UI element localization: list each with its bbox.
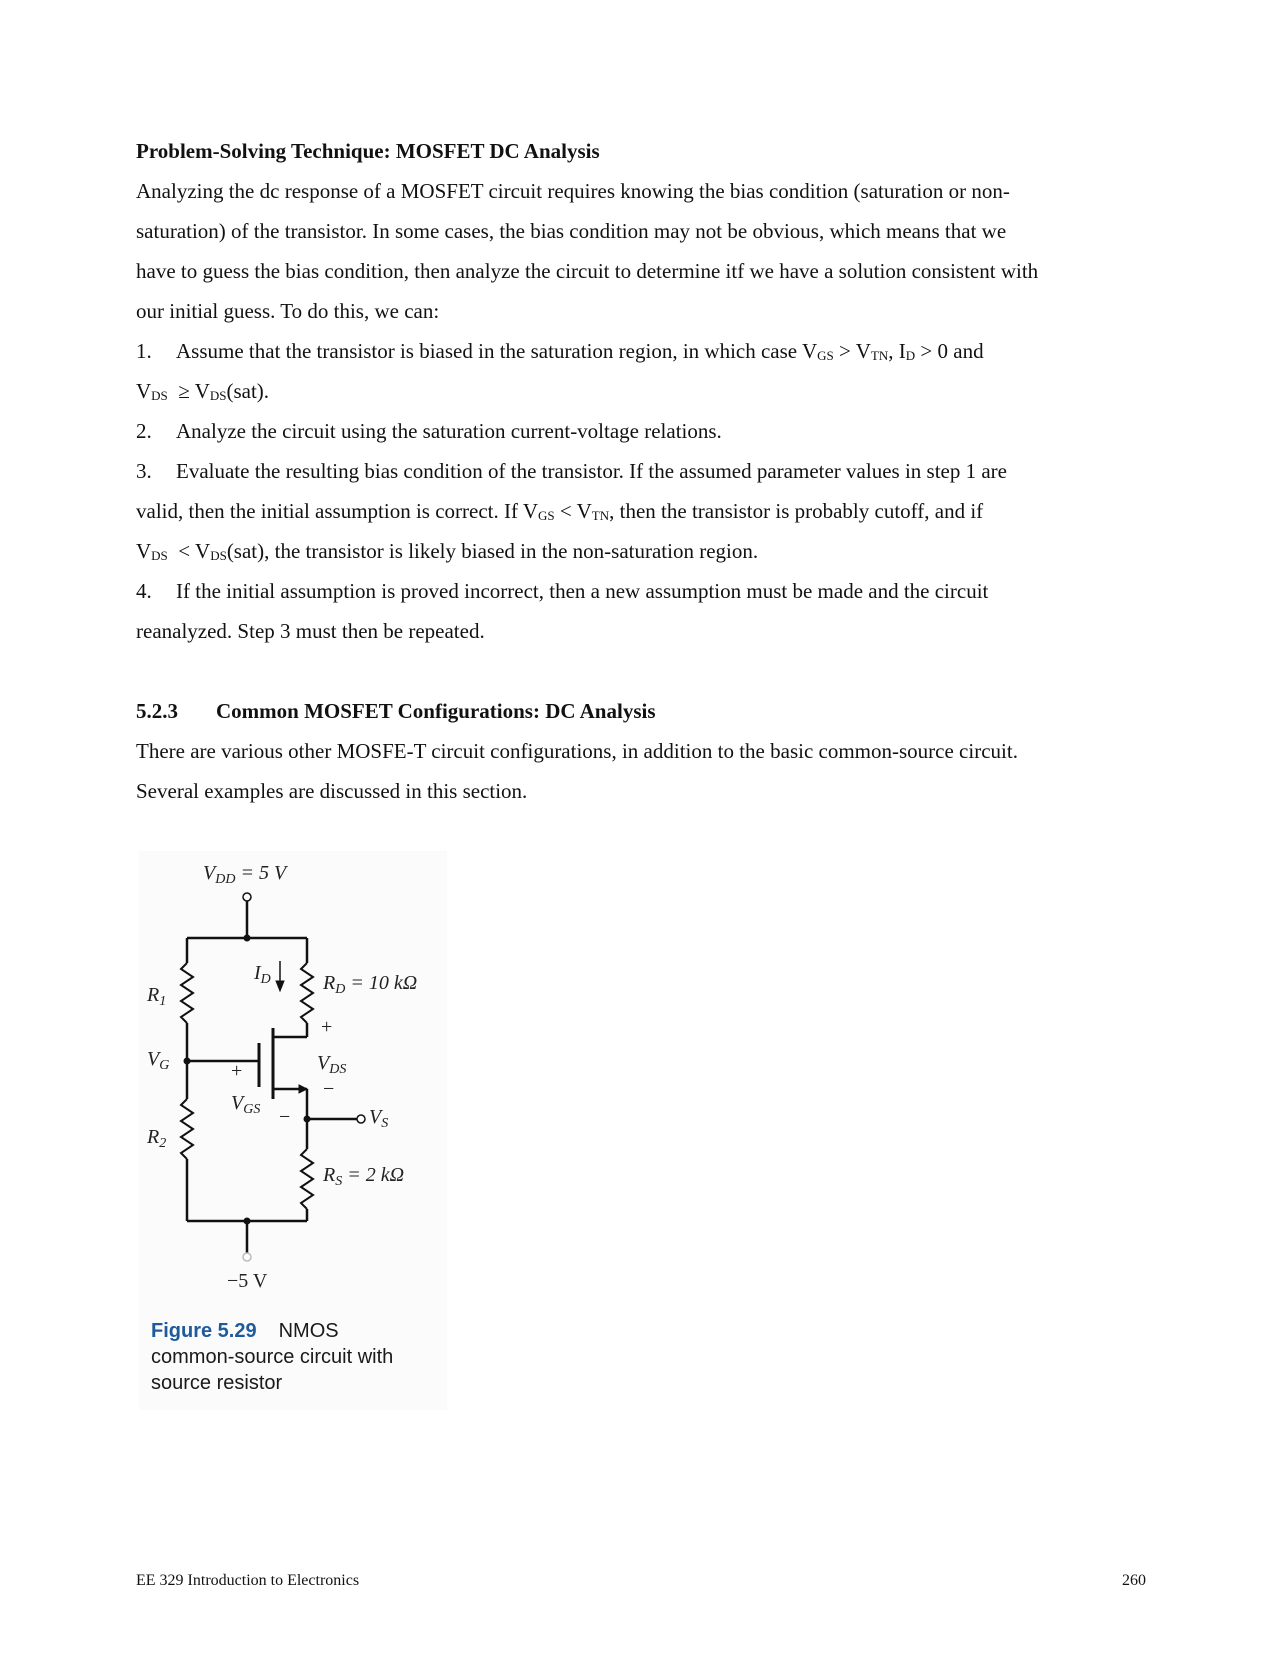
circuit-diagram xyxy=(139,851,447,1311)
subsection-line-2: Several examples are discussed in this section. xyxy=(136,779,528,803)
id-label: $I_D$ xyxy=(254,962,271,987)
figure-caption: Figure 5.29 NMOS common-source circuit with source resistor xyxy=(151,1320,394,1394)
subsection-number: 5.2.3 xyxy=(136,699,178,723)
intro-line-3: have to guess the bias condition, then analyze the circuit to determine itf we have a solution consistent with xyxy=(136,259,1039,283)
intro-line-2: saturation) of the transistor. In some cases, the bias condition may not be obvious, which means that we xyxy=(136,219,1007,243)
step-number: 1. xyxy=(136,339,152,363)
spacer xyxy=(136,651,1131,691)
step-3-line-1: 3. Evaluate the resulting bias condition of the transistor. If the assumed parameter values in step 1 are xyxy=(136,451,1131,491)
vdd-label: $V_{DD} = 5$ V xyxy=(203,862,287,887)
vgs-label: $V_{GS}$ xyxy=(231,1092,261,1117)
figure-5-29 xyxy=(139,851,447,1410)
step-3-line-2: valid, then the initial assumption is correct. If $V_{GS} < V_{TN}$, then the transistor is probably cutoff, and if xyxy=(136,499,984,523)
subsection-title: Common MOSFET Configurations: DC Analysis xyxy=(216,699,656,723)
vgs-minus: − xyxy=(279,1106,291,1128)
vgs-plus: + xyxy=(231,1060,243,1082)
step-number: 4. xyxy=(136,579,152,603)
step-1-line-1: 1. Assume that the transistor is biased in the saturation region, in which case $V_{GS} > V_{TN}$, $I_D > 0$ and xyxy=(136,331,1131,371)
vs-label: $V_S$ xyxy=(369,1106,389,1131)
section-heading: Problem-Solving Technique: MOSFET DC Analysis xyxy=(136,139,600,163)
page-number: 260 xyxy=(1122,1572,1146,1589)
step-3-line-3: $V_{DS} < V_{DS}(sat)$, the transistor is likely biased in the non-saturation region. xyxy=(136,539,759,563)
rs-label: $R_S = 2$ kΩ xyxy=(323,1164,405,1189)
step-2: 2. Analyze the circuit using the saturation current-voltage relations. xyxy=(136,411,1131,451)
intro-line-4: our initial guess. To do this, we can: xyxy=(136,299,440,323)
step-4-line-1: 4. If the initial assumption is proved incorrect, then a new assumption must be made and the circuit xyxy=(136,571,1131,611)
footer-course: EE 329 Introduction to Electronics xyxy=(136,1572,360,1589)
intro-line-1: Analyzing the dc response of a MOSFET circuit requires knowing the bias condition (saturation or non- xyxy=(136,179,1010,203)
vg-label: $V_G$ xyxy=(147,1048,170,1073)
vss-label: −5 V xyxy=(227,1270,268,1292)
r1-label: $R_1$ xyxy=(147,984,167,1009)
subsection-line-1: There are various other MOSFE-T circuit configurations, in addition to the basic common-source circuit. xyxy=(136,739,1018,763)
rd-label: $R_D = 10$ kΩ xyxy=(323,972,418,997)
step-1-line-2: $V_{DS} \ge V_{DS}(sat)$. xyxy=(136,379,270,403)
vds-label: $V_{DS}$ xyxy=(317,1052,347,1077)
document-body xyxy=(136,131,1131,811)
subsection-heading xyxy=(136,691,1131,731)
step-4-line-2: reanalyzed. Step 3 must then be repeated. xyxy=(136,619,485,643)
figure-number: Figure 5.29 xyxy=(151,1320,257,1342)
vds-minus: − xyxy=(323,1078,335,1100)
step-number: 3. xyxy=(136,459,152,483)
r2-label: $R_2$ xyxy=(147,1126,167,1151)
vds-plus: + xyxy=(321,1016,333,1038)
step-number: 2. xyxy=(136,419,152,443)
